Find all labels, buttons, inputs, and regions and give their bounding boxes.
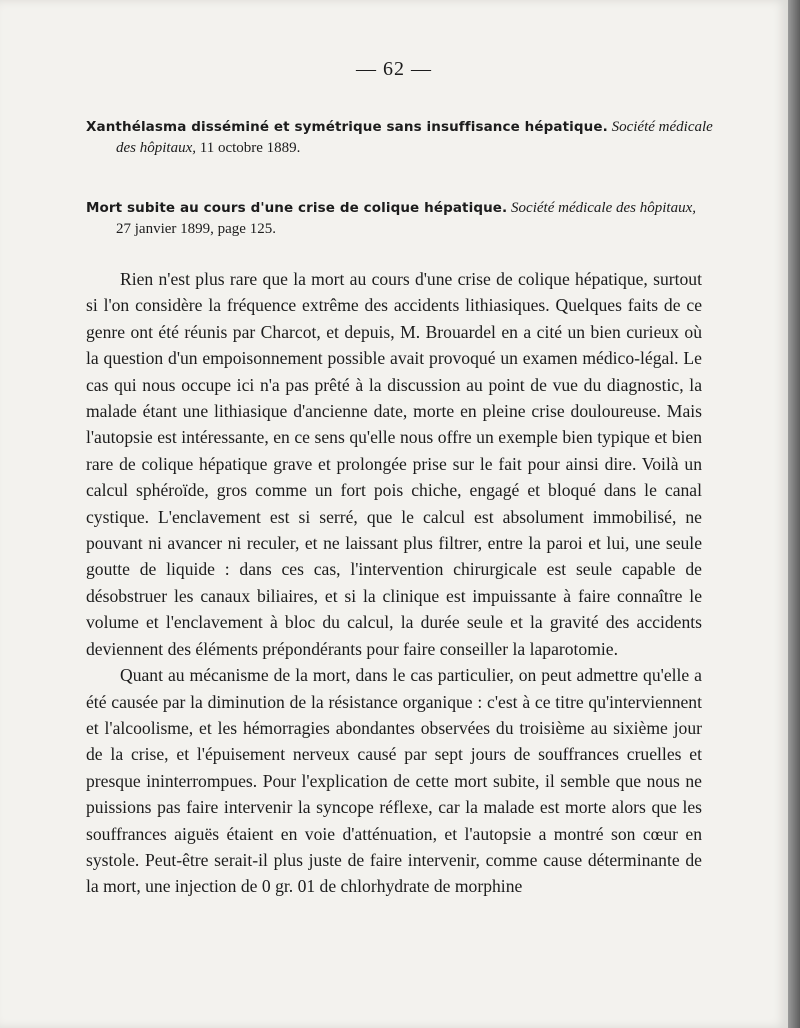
paragraph: Rien n'est plus rare que la mort au cours d'une crise de colique hépatique, surtout si l'on considère la fréquence extrême des accidents lithiasiques. Quelques faits de ce genre ont été réunis par Charcot, et depuis, M. Brouardel en a cité un bien curieux où la question d'un empoisonnement possible avait provoqué un examen médico-légal. Le cas qui nous occupe ici n'a pas prêté à la discussion au point de vue du diagnostic, la malade étant une lithiasique d'ancienne date, morte en pleine crise douloureuse. Mais l'autopsie est intéressante, en ce sens qu'elle nous offre un exemple bien typique et bien rare de colique hépatique grave et prolongée prise sur le fait pour ainsi dire. Voilà un calcul sphéroïde, gros comme un fort pois chiche, engagé et bloqué dans le canal cystique. L'enclavement est si serré, que le calcul est absolument immobilisé, ne pouvant ni avancer ni reculer, et ne laissant plus filtrer, entre la paroi et lui, une seule goutte de liquide : dans ces cas, l'intervention chirurgicale est seule capable de désobstruer les canaux biliaires, et si la clinique est impuissante à faire connaître le volume et l'enclavement à bloc du calcul, la durée seule et la gravité des accidents deviennent des éléments prépondérants pour faire conseiller la laparotomie. [86,269,702,659]
reference-entry [86,198,706,240]
body-text [86,266,702,900]
reference-date: 11 octobre 1889. [199,140,301,156]
paragraph: Quant au mécanisme de la mort, dans le cas particulier, on peut admettre qu'elle a été causée par la diminution de la résistance organique : c'est à ce titre qu'interviennent et l'alcoolisme, et les hémorragies abondantes observées du troisième au sixième jour de la crise, et l'épuisement nerveux causé par sept jours de souffrances cruelles et presque ininterrompues. Pour l'explication de cette mort subite, il semble que nous ne puissions pas faire intervenir la syncope réflexe, car la malade est morte alors que les souffrances aiguës étaient en voie d'atténuation, et l'autopsie a montré son cœur en systole. Peut-être serait-il plus juste de faire intervenir, comme cause déterminante de la mort, une injection de 0 gr. 01 de chlorhydrate de morphine [86,665,702,897]
reference-title: Mort subite au cours d'une crise de colique hépatique. [86,200,508,216]
page-edge-shadow [788,0,800,1028]
reference-entry [86,117,713,159]
reference-journal: Société médicale des hôpitaux, [511,200,696,216]
reference-title: Xanthélasma disséminé et symétrique sans insuffisance hépatique. [86,119,608,135]
reference-journal: Société médicale [611,119,713,135]
page-number: — 62 — [356,58,432,80]
reference-date: 27 janvier 1899, page 125. [116,221,276,237]
reference-journal-continued: des hôpitaux, [116,140,196,156]
